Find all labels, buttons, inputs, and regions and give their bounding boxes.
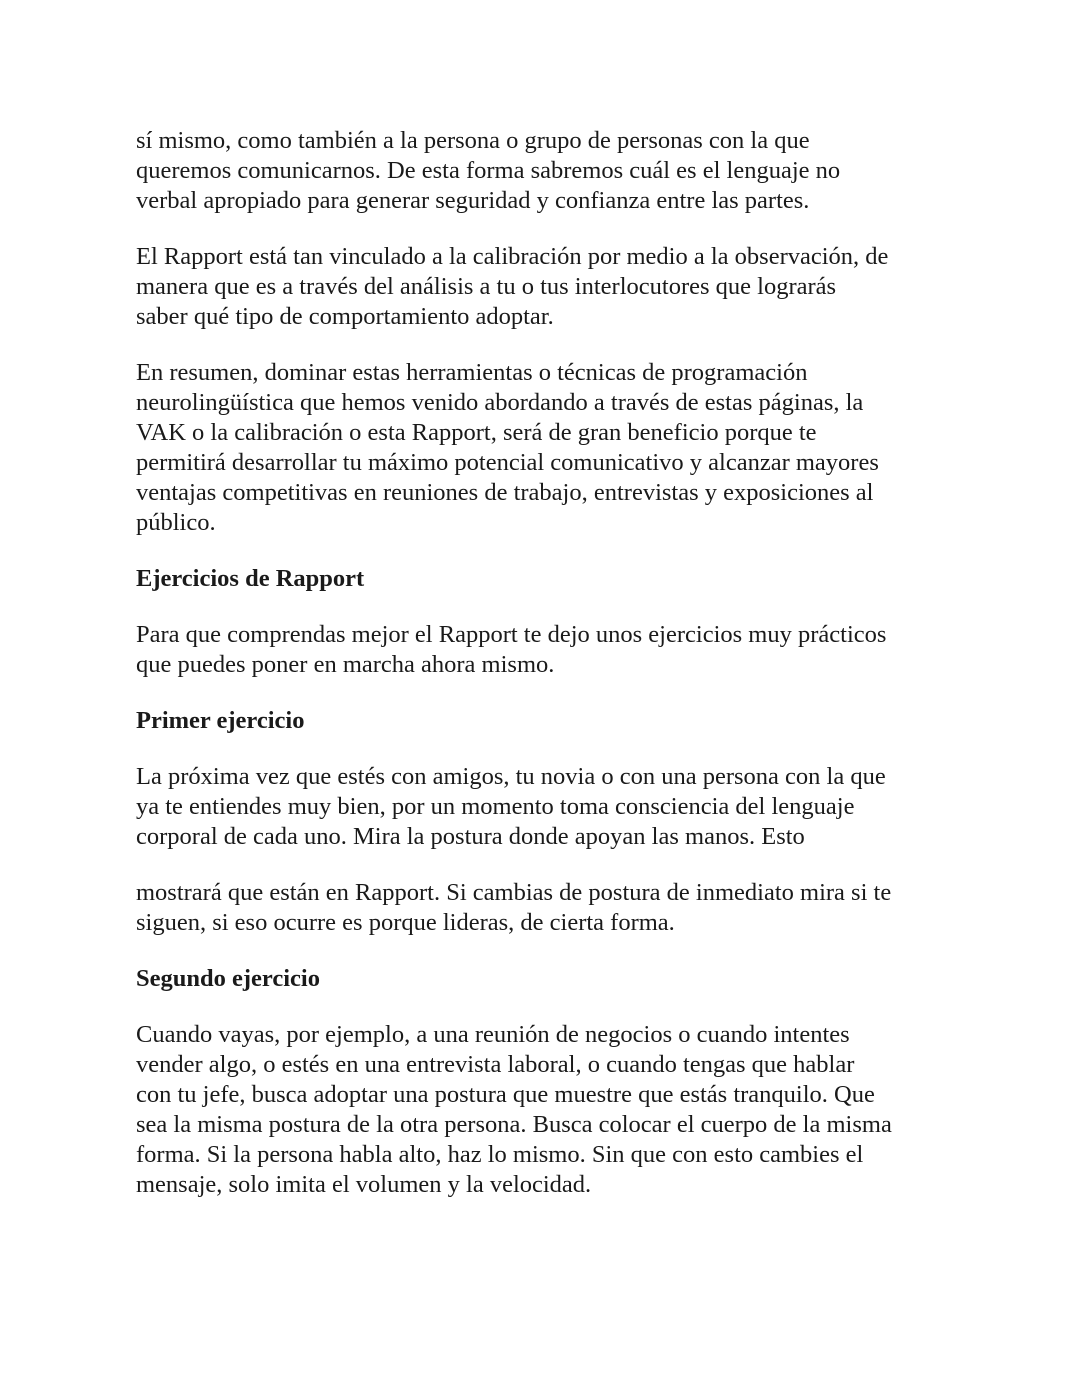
paragraph-exercises-intro: Para que comprendas mejor el Rapport te dejo unos ejercicios muy prácticos que puedes poner en marcha ahora mismo. (136, 621, 887, 678)
paragraph-second-exercise: Cuando vayas, por ejemplo, a una reunión de negocios o cuando intentes vender algo, o estés en una entrevista laboral, o cuando tengas que hablar con tu jefe, busca adoptar una postura que muestre que estás tranquilo. Que sea la misma postura de la otra persona. Busca colocar el cuerpo de la misma forma. Si la persona habla alto, haz lo mismo. Sin que con esto cambies el mensaje, solo imita el volumen y la velocidad. (136, 1021, 892, 1198)
paragraph-first-exercise-continued: mostrará que están en Rapport. Si cambias de postura de inmediato mira si te siguen, si eso ocurre es porque lideras, de cierta forma. (136, 879, 892, 936)
heading-segundo-ejercicio: Segundo ejercicio (136, 965, 320, 992)
paragraph-rapport-calibration: El Rapport está tan vinculado a la calibración por medio a la observación, de manera que es a través del análisis a tu o tus interlocutores que lograrás saber qué tipo de comportamiento adoptar. (136, 243, 889, 330)
paragraph-intro-continuation: sí mismo, como también a la persona o grupo de personas con la que queremos comunicarnos. De esta forma sabremos cuál es el lenguaje no verbal apropiado para generar seguridad y confianza entre las partes. (136, 127, 841, 214)
paragraph-summary: En resumen, dominar estas herramientas o técnicas de programación neurolingüística que hemos venido abordando a través de estas páginas, la VAK o la calibración o esta Rapport, será de gran beneficio porque te permitirá desarrollar tu máximo potencial comunicativo y alcanzar mayores ventajas competitivas en reuniones de trabajo, entrevistas y exposiciones al público. (136, 359, 879, 536)
heading-ejercicios-de-rapport: Ejercicios de Rapport (136, 565, 365, 592)
heading-primer-ejercicio: Primer ejercicio (136, 707, 305, 734)
document-page (136, 126, 956, 1226)
paragraph-first-exercise: La próxima vez que estés con amigos, tu novia o con una persona con la que ya te entiendes muy bien, por un momento toma consciencia del lenguaje corporal de cada uno. Mira la postura donde apoyan las manos. Esto (136, 763, 886, 850)
